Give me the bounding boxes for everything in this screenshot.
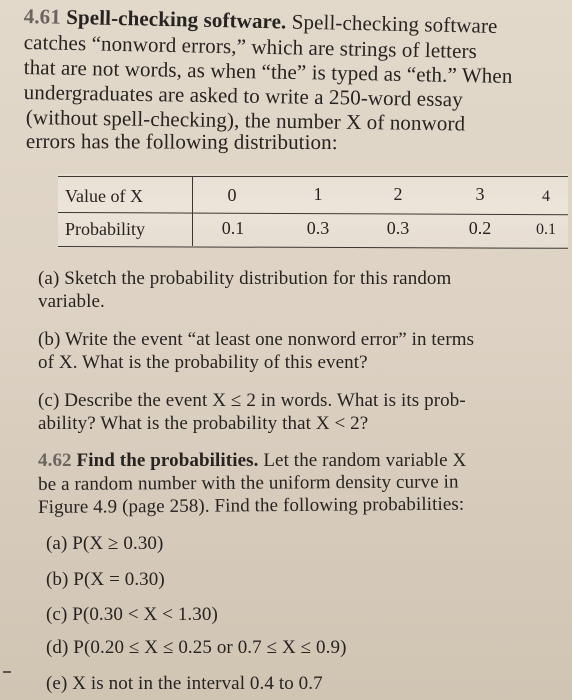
distribution-table-value-3: 3 — [475, 184, 485, 204]
margin-dash-mark — [3, 671, 11, 673]
distribution-table-header-probability: Probability — [65, 219, 145, 239]
problem-4-61-text-line-1: Spell-checking software — [291, 9, 498, 38]
problem-4-62-part-c-text: (c) P(0.30 < X < 1.30) — [46, 604, 218, 625]
part-b-text: (b) Write the event “at least one nonword error” in terms — [38, 329, 475, 350]
distribution-table-value-0: 0 — [227, 185, 237, 205]
problem-4-62-part-b-text: (b) P(X = 0.30) — [46, 569, 165, 590]
distribution-table-prob-1: 0.3 — [306, 218, 330, 238]
distribution-table-value-2: 2 — [393, 184, 403, 204]
problem-4-61-line-6 — [26, 129, 338, 155]
problem-4-62-part-d-text: (d) P(0.20 ≤ X ≤ 0.25 or 0.7 ≤ X ≤ 0.9) — [46, 637, 347, 658]
distribution-table — [58, 174, 568, 248]
problem-4-61-text-line-2: catches “nonword errors,” which are strings of letters — [23, 30, 478, 64]
problem-4-62-part-e-text: (e) X is not in the interval 0.4 to 0.7 — [46, 673, 323, 694]
problem-4-62-number: 4.62 — [38, 450, 72, 471]
problem-4-62-part-e — [46, 671, 323, 696]
problem-4-62-part-b — [46, 567, 165, 592]
part-c-text: (c) Describe the event X ≤ 2 in words. What is its prob- — [38, 390, 466, 411]
distribution-table-header-value: Value of X — [65, 186, 143, 206]
problem-4-62-text-line-2: be a random number with the uniform density curve in — [38, 471, 459, 495]
distribution-table-value-1: 1 — [313, 184, 323, 204]
distribution-table-prob-0: 0.1 — [221, 218, 245, 238]
distribution-table-value-4: 4 — [542, 188, 550, 205]
problem-4-61-number: 4.61 — [23, 4, 62, 29]
problem-4-61-text-line-6: errors has the following distribution: — [25, 129, 338, 155]
part-c-text-continued: ability? What is the probability that X < 2? — [38, 413, 369, 434]
problem-4-62-text-line-3: Figure 4.9 (page 258). Find the following probabilities: — [38, 493, 465, 518]
part-b-line-1 — [38, 327, 474, 352]
problem-4-61-text-line-5: (without spell-checking), the number X of nonword — [25, 105, 466, 136]
part-a-text: (a) Sketch the probability distribution for this random — [38, 268, 452, 289]
problem-4-62-part-d — [46, 635, 347, 660]
distribution-table-prob-3: 0.2 — [468, 218, 492, 238]
problem-4-61-text-line-4: undergraduates are asked to write a 250-word essay — [23, 80, 463, 112]
distribution-table-prob-4: 0.1 — [536, 221, 556, 238]
part-a-line-2 — [38, 289, 105, 314]
part-a-text-continued: variable. — [38, 291, 105, 312]
problem-4-62-text-line-1: Let the random variable X — [263, 450, 467, 471]
part-a-line-1 — [38, 266, 451, 291]
problem-4-61-text-line-3: that are not words, as when “the” is typed as “eth.” When — [23, 55, 513, 88]
problem-4-62-line-3 — [38, 492, 464, 520]
distribution-table-prob-2: 0.3 — [386, 218, 410, 238]
problem-4-62-part-a-text: (a) P(X ≥ 0.30) — [46, 533, 164, 554]
problem-4-62-part-c — [46, 602, 218, 627]
part-c-line-1 — [38, 388, 466, 413]
problem-4-62-title: Find the probabilities. — [76, 450, 259, 471]
part-b-text-continued: of X. What is the probability of this event? — [38, 352, 368, 373]
distribution-table-divider — [192, 176, 193, 246]
problem-4-62-part-a — [46, 531, 163, 556]
distribution-table-top-rule — [58, 176, 568, 177]
part-c-line-2 — [38, 411, 368, 436]
problem-4-61-title: Spell-checking software. — [66, 4, 287, 34]
part-b-line-2 — [38, 350, 368, 375]
